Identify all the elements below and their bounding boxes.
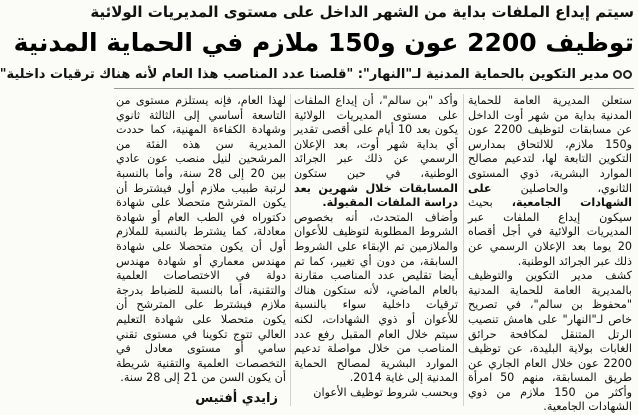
paragraph-bold-text: على الشهادات الجامعية، bbox=[468, 181, 632, 210]
article-column-1 bbox=[468, 94, 633, 414]
paragraph: كشف مدير التكوين والتوظيف بالمديرية العامة للحماية المدنية "محفوظ بن سالم"، في تصريح خاص لـ"النهار" على هامش تنصيب الرتل المتنقل لمكافحة حرائق الغابات بولاية البليدة، عن توظيف 2200 عون خلال العام الجاري عن طريق المسابقة، منهم 50 امرأة وأكثر من 150 ملازم من ذوي الشهادات الجامعية. bbox=[468, 269, 632, 414]
paragraph-bold-text: المسابقات خلال شهرين بعد دراسة الملفات المقبولة. bbox=[294, 181, 458, 210]
paragraph bbox=[294, 94, 458, 211]
subhead-text: مدير التكوين بالحماية المدنية لـ"النهار": "قلصنا عدد المناصب هذا العام لأنه هناك ترقيات داخلية" bbox=[0, 66, 609, 82]
double-circle-bullet-icon bbox=[613, 70, 632, 79]
paragraph-text: ستعلن المديرية العامة للحماية المدنية بداية من شهر أوت الداخل عن مسابقات لتوظيف 2200 عون و150 ملازم، للالتحاق بمدارس التكوين التابعة لها، لتدعيم مصالح الموارد البشرية، ذوي المستوى الثانوي، والحاصلين bbox=[468, 94, 633, 195]
article-subhead bbox=[0, 63, 632, 85]
paragraph: وأضاف المتحدث، أنه بخصوص الشروط المطلوبة لتوظيف للأعوان والملازمين تم الإبقاء على الشروط السابقة، من دون أي تغيير، كما تم أيضا تقليص عدد المناصب مقارنة بالعام الماضي، لأنه ستكون هناك ترقيات داخلية سواء بالنسبة للأعوان أو ذوي الشهادات، لكنه سيتم خلال العام المقبل رفع عدد المناصب من خلال مواصلة تدعيم الموارد البشرية لمصالح الحماية المدنية إلى غاية 2014. bbox=[294, 210, 458, 385]
article-headline: توظيف 2200 عون و150 ملازم في الحماية المدنية bbox=[13, 28, 634, 57]
article-supertitle: سيتم إيداع الملفات بداية من الشهر الداخل على مستوى المديريات الولائية bbox=[90, 3, 634, 21]
paragraph-text: بحيث سيكون إيداع الملفات عبر المديريات الولائية في أجل أقصاه 20 يوما بعد الإعلان الرسمي عن ذلك عبر الجرائد الوطنية. bbox=[468, 196, 632, 268]
paragraph: وبحسب شروط توظيف الأعوان bbox=[313, 385, 458, 399]
article-byline: زايدي أفتيس bbox=[195, 391, 278, 406]
article-column-3 bbox=[116, 94, 286, 385]
column-divider bbox=[463, 94, 464, 406]
article-column-2 bbox=[294, 94, 458, 408]
paragraph bbox=[468, 94, 632, 269]
paragraph-text: وأكد "بن سالم"، أن إيداع الملفات على مستوى المديريات الولائية يكون بعد 10 أيام على أقصى تقدير أي بداية شهر أوت، بعد الإعلان الرسمي عن ذلك عبر الجرائد الوطنية، في حين ستكون bbox=[294, 94, 458, 180]
paragraph: لهذا العام، فإنه يستلزم مستوى من التاسعة أساسي إلى الثالثة ثانوي وشهادة الكفاءة المهنية، كما حددت المديرية سن هذه الفئة من المرشحين لنيل منصب عون عادي بين 20 إلى 28 سنة، وأما بالنسبة لرتبة طبيب ملازم أول فيشترط أن يكون المترشح متحصلا على شهادة دكتوراه في الطب العام أو شهادة معادلة، كما يشترط بالنسبة للملازم أول أن يكون متحصلا على شهادة مهندس معماري أو شهادة مهندس دولة في الاختصاصات العلمية والتقنية، أما بالنسبة للضباط بدرجة ملازم فيشترط على المترشح أن يكون متحصلا على شهادة التعليم العالي تتوج تكوينا في مستوى تقني سامي أو مستوى معادل في التخصصات العلمية والتقنية شريطة أن يكون السن من 21 إلى 28 سنة. bbox=[116, 94, 286, 385]
header-divider bbox=[114, 88, 634, 89]
column-divider bbox=[290, 94, 291, 406]
